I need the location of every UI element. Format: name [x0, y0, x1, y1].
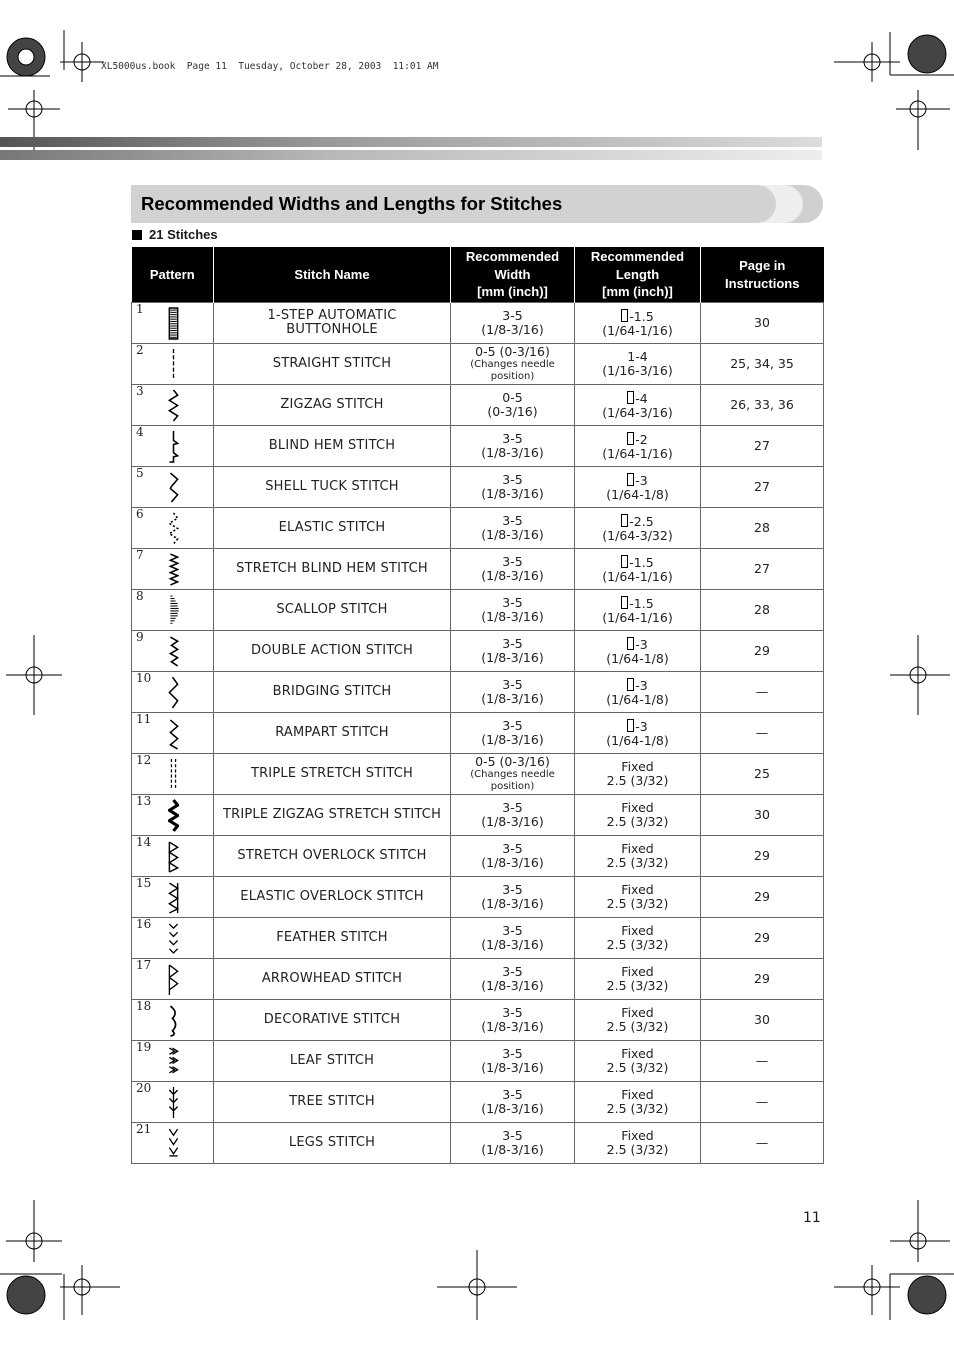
length-cell: Fixed 2.5 (3/32) [575, 795, 701, 836]
table-row [132, 713, 824, 754]
table-row [132, 877, 824, 918]
width-cell: 0-5 (0-3/16) [451, 385, 575, 426]
stretch-overlock-stitch-icon [168, 840, 179, 873]
page-cell: — [701, 1123, 824, 1164]
legs-stitch-icon [168, 1127, 179, 1160]
arrowhead-stitch-icon [168, 963, 179, 996]
width-cell: 3-5 (1/8-3/16) [451, 631, 575, 672]
page-cell: 27 [701, 467, 824, 508]
table-header-row [132, 247, 824, 303]
table-row [132, 1000, 824, 1041]
min-length-symbol-icon [627, 473, 634, 486]
page-cell: 29 [701, 836, 824, 877]
width-cell: 3-5 (1/8-3/16) [451, 1000, 575, 1041]
pattern-number: 7 [136, 548, 144, 562]
pattern-cell [132, 631, 214, 672]
width-cell: 3-5 (1/8-3/16) [451, 549, 575, 590]
double-action-stitch-icon [168, 635, 179, 668]
pattern-number: 15 [136, 876, 152, 890]
page-cell: 25, 34, 35 [701, 344, 824, 385]
pattern-cell [132, 1082, 214, 1123]
min-length-symbol-icon [627, 391, 634, 404]
length-cell: -2 (1/64-1/16) [575, 426, 701, 467]
table-row [132, 754, 824, 795]
blind-hem-stitch-icon [168, 430, 179, 463]
triple-zigzag-stretch-stitch-icon [168, 799, 179, 832]
page-cell: 27 [701, 426, 824, 467]
pattern-cell [132, 549, 214, 590]
table-row [132, 836, 824, 877]
pattern-cell [132, 344, 214, 385]
width-cell: 3-5 (1/8-3/16) [451, 836, 575, 877]
feather-stitch-icon [168, 922, 179, 955]
page-cell: — [701, 672, 824, 713]
page-cell: — [701, 1041, 824, 1082]
length-cell: -3 (1/64-1/8) [575, 631, 701, 672]
stitch-table [131, 247, 824, 1164]
page-cell: 29 [701, 959, 824, 1000]
width-cell: 3-5 (1/8-3/16) [451, 795, 575, 836]
table-row [132, 590, 824, 631]
pattern-cell [132, 959, 214, 1000]
table-row [132, 631, 824, 672]
stitch-name-cell: STRETCH OVERLOCK STITCH [214, 836, 451, 877]
table-row [132, 795, 824, 836]
pattern-number: 14 [136, 835, 152, 849]
length-cell: Fixed 2.5 (3/32) [575, 1082, 701, 1123]
length-cell: 1-4 (1/16-3/16) [575, 344, 701, 385]
pattern-cell [132, 795, 214, 836]
width-cell: 3-5 (1/8-3/16) [451, 918, 575, 959]
table-row [132, 1123, 824, 1164]
stitch-name-cell: 1-STEP AUTOMATIC BUTTONHOLE [214, 303, 451, 344]
length-cell: -4 (1/64-3/16) [575, 385, 701, 426]
stitch-name-cell: TREE STITCH [214, 1082, 451, 1123]
stretch-blind-hem-stitch-icon [168, 553, 179, 586]
stitch-name-cell: LEGS STITCH [214, 1123, 451, 1164]
header-length: Recommended Length [mm (inch)] [575, 247, 701, 303]
length-cell: -3 (1/64-1/8) [575, 672, 701, 713]
rampart-stitch-icon [168, 717, 179, 750]
length-cell: -2.5 (1/64-3/32) [575, 508, 701, 549]
page-cell: 28 [701, 590, 824, 631]
header-width: Recommended Width [mm (inch)] [451, 247, 575, 303]
bridging-stitch-icon [168, 676, 179, 709]
width-cell: 0-5 (0-3/16) (Changes needle position) [451, 344, 575, 385]
min-length-symbol-icon [621, 596, 628, 609]
pattern-cell [132, 508, 214, 549]
page-cell: 26, 33, 36 [701, 385, 824, 426]
stitch-name-cell: BLIND HEM STITCH [214, 426, 451, 467]
length-cell: Fixed 2.5 (3/32) [575, 836, 701, 877]
pattern-number: 10 [136, 671, 152, 685]
header-stitch-name: Stitch Name [214, 247, 451, 303]
width-cell: 3-5 (1/8-3/16) [451, 303, 575, 344]
pattern-number: 4 [136, 425, 144, 439]
width-cell: 3-5 (1/8-3/16) [451, 672, 575, 713]
pattern-number: 5 [136, 466, 144, 480]
stitch-name-cell: ELASTIC OVERLOCK STITCH [214, 877, 451, 918]
page-cell: 27 [701, 549, 824, 590]
table-row [132, 426, 824, 467]
pattern-cell [132, 754, 214, 795]
pattern-number: 19 [136, 1040, 152, 1054]
width-cell: 3-5 (1/8-3/16) [451, 590, 575, 631]
table-row [132, 467, 824, 508]
width-cell: 3-5 (1/8-3/16) [451, 426, 575, 467]
straight-stitch-icon [168, 348, 179, 381]
width-cell: 3-5 (1/8-3/16) [451, 467, 575, 508]
stitch-name-cell: BRIDGING STITCH [214, 672, 451, 713]
pattern-number: 17 [136, 958, 152, 972]
length-cell: -3 (1/64-1/8) [575, 467, 701, 508]
elastic-stitch-icon [168, 512, 179, 545]
stitch-name-cell: LEAF STITCH [214, 1041, 451, 1082]
width-cell: 3-5 (1/8-3/16) [451, 959, 575, 1000]
min-length-symbol-icon [627, 719, 634, 732]
pattern-cell [132, 918, 214, 959]
pattern-cell [132, 426, 214, 467]
width-cell: 3-5 (1/8-3/16) [451, 1041, 575, 1082]
table-row [132, 344, 824, 385]
stitch-name-cell: SCALLOP STITCH [214, 590, 451, 631]
min-length-symbol-icon [621, 309, 628, 322]
pattern-cell [132, 1000, 214, 1041]
page-cell: 30 [701, 1000, 824, 1041]
width-cell: 3-5 (1/8-3/16) [451, 713, 575, 754]
table-row [132, 959, 824, 1000]
pattern-cell [132, 836, 214, 877]
header-pattern: Pattern [132, 247, 214, 303]
pattern-number: 21 [136, 1122, 152, 1136]
length-cell: -1.5 (1/64-1/16) [575, 590, 701, 631]
stitch-name-cell: RAMPART STITCH [214, 713, 451, 754]
table-row [132, 672, 824, 713]
header-band-bottom [0, 150, 822, 160]
stitch-name-cell: ELASTIC STITCH [214, 508, 451, 549]
shell-tuck-stitch-icon [168, 471, 179, 504]
stitch-name-cell: ARROWHEAD STITCH [214, 959, 451, 1000]
pattern-cell [132, 713, 214, 754]
leaf-stitch-icon [168, 1045, 179, 1078]
table-row [132, 303, 824, 344]
page-cell: 30 [701, 303, 824, 344]
pattern-number: 8 [136, 589, 144, 603]
stitch-name-cell: STRAIGHT STITCH [214, 344, 451, 385]
pattern-cell [132, 590, 214, 631]
decorative-stitch-icon [168, 1004, 179, 1037]
min-length-symbol-icon [627, 678, 634, 691]
triple-stretch-stitch-icon [168, 758, 179, 791]
length-cell: -3 (1/64-1/8) [575, 713, 701, 754]
length-cell: -1.5 (1/64-1/16) [575, 303, 701, 344]
length-cell: Fixed 2.5 (3/32) [575, 877, 701, 918]
pattern-cell [132, 1123, 214, 1164]
stitch-name-cell: TRIPLE ZIGZAG STRETCH STITCH [214, 795, 451, 836]
min-length-symbol-icon [621, 514, 628, 527]
stitch-name-cell: DOUBLE ACTION STITCH [214, 631, 451, 672]
tree-stitch-icon [168, 1086, 179, 1119]
page-cell: 25 [701, 754, 824, 795]
width-cell: 3-5 (1/8-3/16) [451, 1123, 575, 1164]
zigzag-stitch-icon [168, 389, 179, 422]
table-row [132, 508, 824, 549]
stitch-name-cell: DECORATIVE STITCH [214, 1000, 451, 1041]
page-number: 11 [803, 1210, 821, 1226]
pattern-number: 9 [136, 630, 144, 644]
page-cell: 29 [701, 877, 824, 918]
pattern-number: 18 [136, 999, 152, 1013]
width-cell: 3-5 (1/8-3/16) [451, 877, 575, 918]
subsection-heading [132, 227, 218, 242]
width-cell: 0-5 (0-3/16) (Changes needle position) [451, 754, 575, 795]
elastic-overlock-stitch-icon [168, 881, 179, 914]
min-length-symbol-icon [621, 555, 628, 568]
min-length-symbol-icon [627, 637, 634, 650]
scallop-stitch-icon [168, 594, 179, 627]
pattern-cell [132, 303, 214, 344]
pattern-cell [132, 1041, 214, 1082]
pattern-number: 12 [136, 753, 152, 767]
print-header-line: XL5000us.book Page 11 Tuesday, October 28, 2003 11:01 AM [101, 61, 439, 72]
buttonhole-stitch-icon [168, 307, 179, 340]
stitch-name-cell: SHELL TUCK STITCH [214, 467, 451, 508]
length-cell: Fixed 2.5 (3/32) [575, 1123, 701, 1164]
section-header [131, 185, 823, 223]
pattern-cell [132, 672, 214, 713]
pattern-number: 6 [136, 507, 144, 521]
pattern-cell [132, 385, 214, 426]
length-cell: Fixed 2.5 (3/32) [575, 1041, 701, 1082]
pattern-number: 13 [136, 794, 152, 808]
length-cell: Fixed 2.5 (3/32) [575, 1000, 701, 1041]
pattern-cell [132, 467, 214, 508]
page-cell: — [701, 1082, 824, 1123]
table-row [132, 1041, 824, 1082]
header-band-top [0, 137, 822, 147]
pattern-number: 20 [136, 1081, 152, 1095]
page-cell: 28 [701, 508, 824, 549]
table-row [132, 549, 824, 590]
header-page: Page in Instructions [701, 247, 824, 303]
pattern-number: 1 [136, 302, 144, 316]
page-cell: — [701, 713, 824, 754]
page-cell: 30 [701, 795, 824, 836]
table-row [132, 385, 824, 426]
square-bullet-icon [132, 230, 142, 240]
length-cell: Fixed 2.5 (3/32) [575, 754, 701, 795]
stitch-name-cell: ZIGZAG STITCH [214, 385, 451, 426]
section-title: Recommended Widths and Lengths for Stitches [141, 193, 563, 214]
table-row [132, 1082, 824, 1123]
length-cell: Fixed 2.5 (3/32) [575, 918, 701, 959]
stitch-name-cell: TRIPLE STRETCH STITCH [214, 754, 451, 795]
subsection-label: 21 Stitches [149, 227, 218, 242]
page-cell: 29 [701, 918, 824, 959]
pattern-number: 11 [136, 712, 152, 726]
stitch-name-cell: FEATHER STITCH [214, 918, 451, 959]
length-cell: Fixed 2.5 (3/32) [575, 959, 701, 1000]
width-cell: 3-5 (1/8-3/16) [451, 508, 575, 549]
pattern-number: 2 [136, 343, 144, 357]
width-cell: 3-5 (1/8-3/16) [451, 1082, 575, 1123]
stitch-name-cell: STRETCH BLIND HEM STITCH [214, 549, 451, 590]
table-row [132, 918, 824, 959]
page-cell: 29 [701, 631, 824, 672]
pattern-cell [132, 877, 214, 918]
length-cell: -1.5 (1/64-1/16) [575, 549, 701, 590]
pattern-number: 3 [136, 384, 144, 398]
min-length-symbol-icon [627, 432, 634, 445]
pattern-number: 16 [136, 917, 152, 931]
